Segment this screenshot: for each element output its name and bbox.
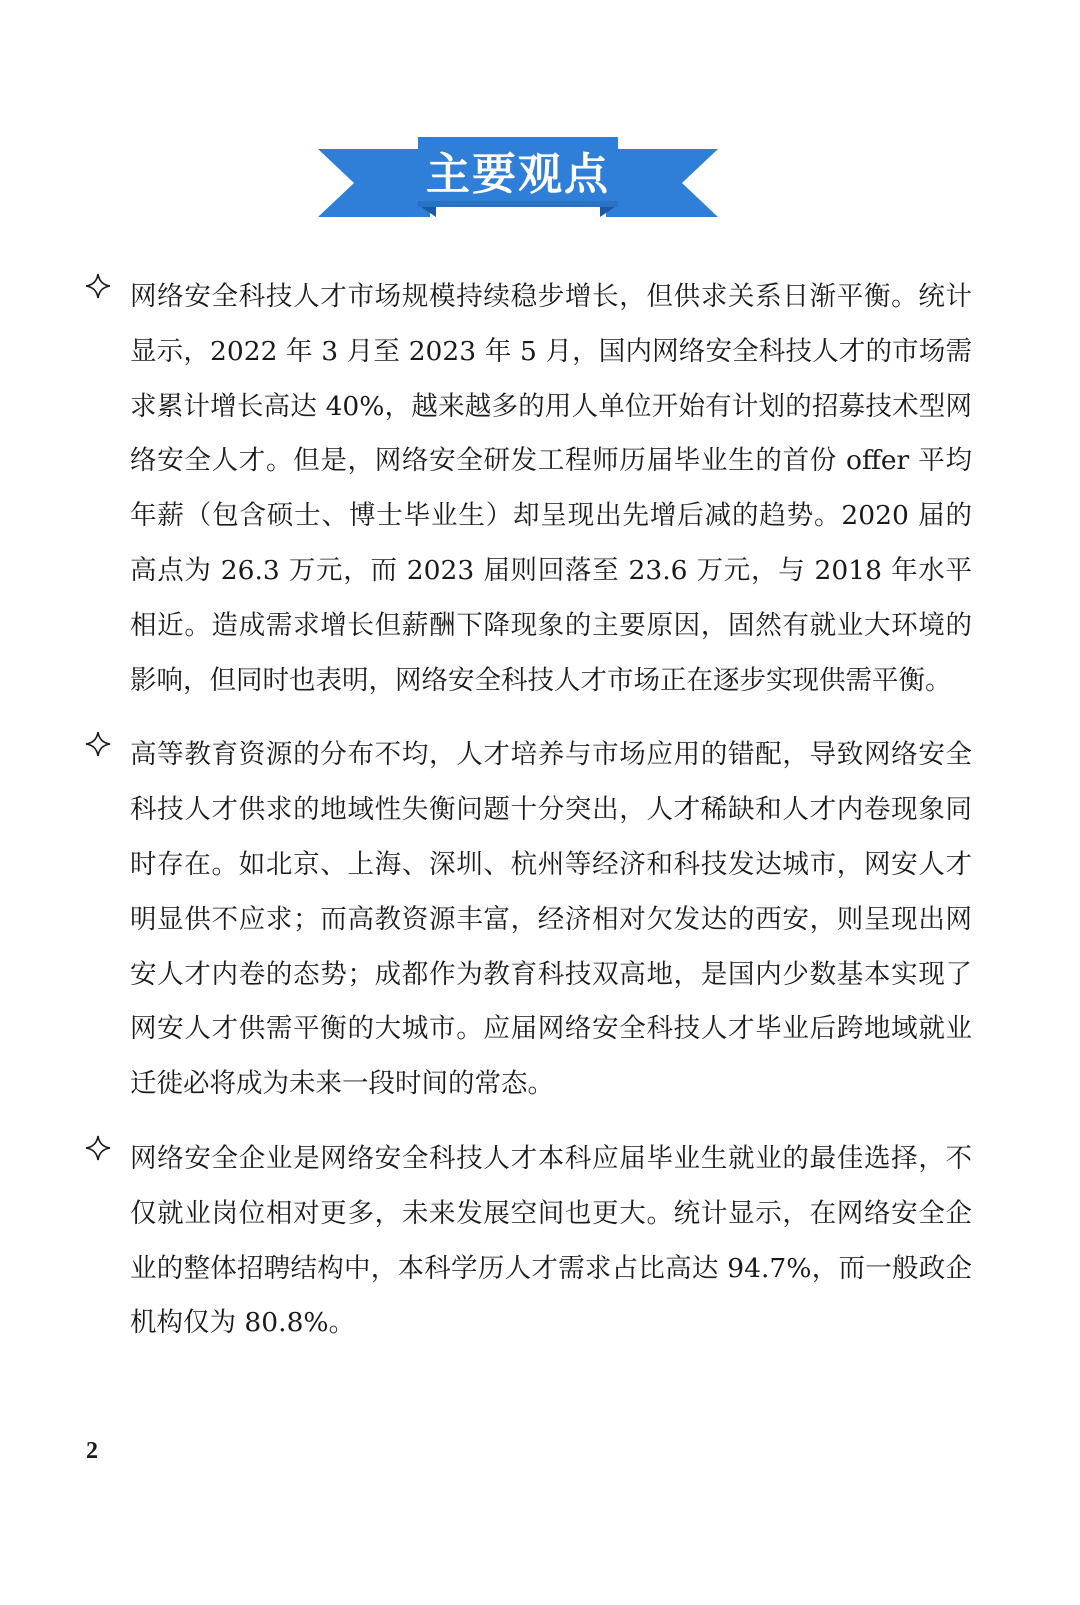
key-points-list xyxy=(82,270,972,1371)
key-point-text: 高等教育资源的分布不均，人才培养与市场应用的错配，导致网络安全科技人才供求的地域性失衡问题十分突出，人才稀缺和人才内卷现象同时存在。如北京、上海、深圳、杭州等经济和科技发达城市，网安人才明显供不应求；而高教资源丰富，经济相对欠发达的西安，则呈现出网安人才内卷的态势；成都作为教育科技双高地，是国内少数基本实现了网安人才供需平衡的大城市。应届网络安全科技人才毕业后跨地域就业迁徙必将成为未来一段时间的常态。 xyxy=(130,739,972,1100)
key-point-text: 网络安全企业是网络安全科技人才本科应届毕业生就业的最佳选择，不仅就业岗位相对更多，未来发展空间也更大。统计显示，在网络安全企业的整体招聘结构中，本科学历人才需求占比高达 94.7%，而一般政企机构仅为 80.8%。 xyxy=(130,1142,972,1339)
banner-title: 主要观点 xyxy=(426,149,610,200)
four-point-star-icon xyxy=(84,272,112,300)
key-point-text: 网络安全科技人才市场规模持续稳步增长，但供求关系日渐平衡。统计显示，2022 年 3 月至 2023 年 5 月，国内网络安全科技人才的市场需求累计增长高达 40%，越来越多的用人单位开始有计划的招募技术型网络安全人才。但是，网络安全研发工程师历届毕业生的首份 offer 平均年薪（包含硕士、博士毕业生）却呈现出先增后减的趋势。2020 届的高点为 26.3 万元，而 2023 届则回落至 23.6 万元，与 2018 年水平相近。造成需求增长但薪酬下降现象的主要原因，固然有就业大环境的影响，但同时也表明，网络安全科技人才市场正在逐步实现供需平衡。 xyxy=(130,281,972,696)
four-point-star-icon xyxy=(84,1134,112,1162)
page-number: 2 xyxy=(86,1438,98,1464)
section-banner xyxy=(318,133,718,233)
key-point xyxy=(82,270,972,708)
key-point xyxy=(82,1132,972,1351)
key-point xyxy=(82,728,972,1112)
four-point-star-icon xyxy=(84,730,112,758)
